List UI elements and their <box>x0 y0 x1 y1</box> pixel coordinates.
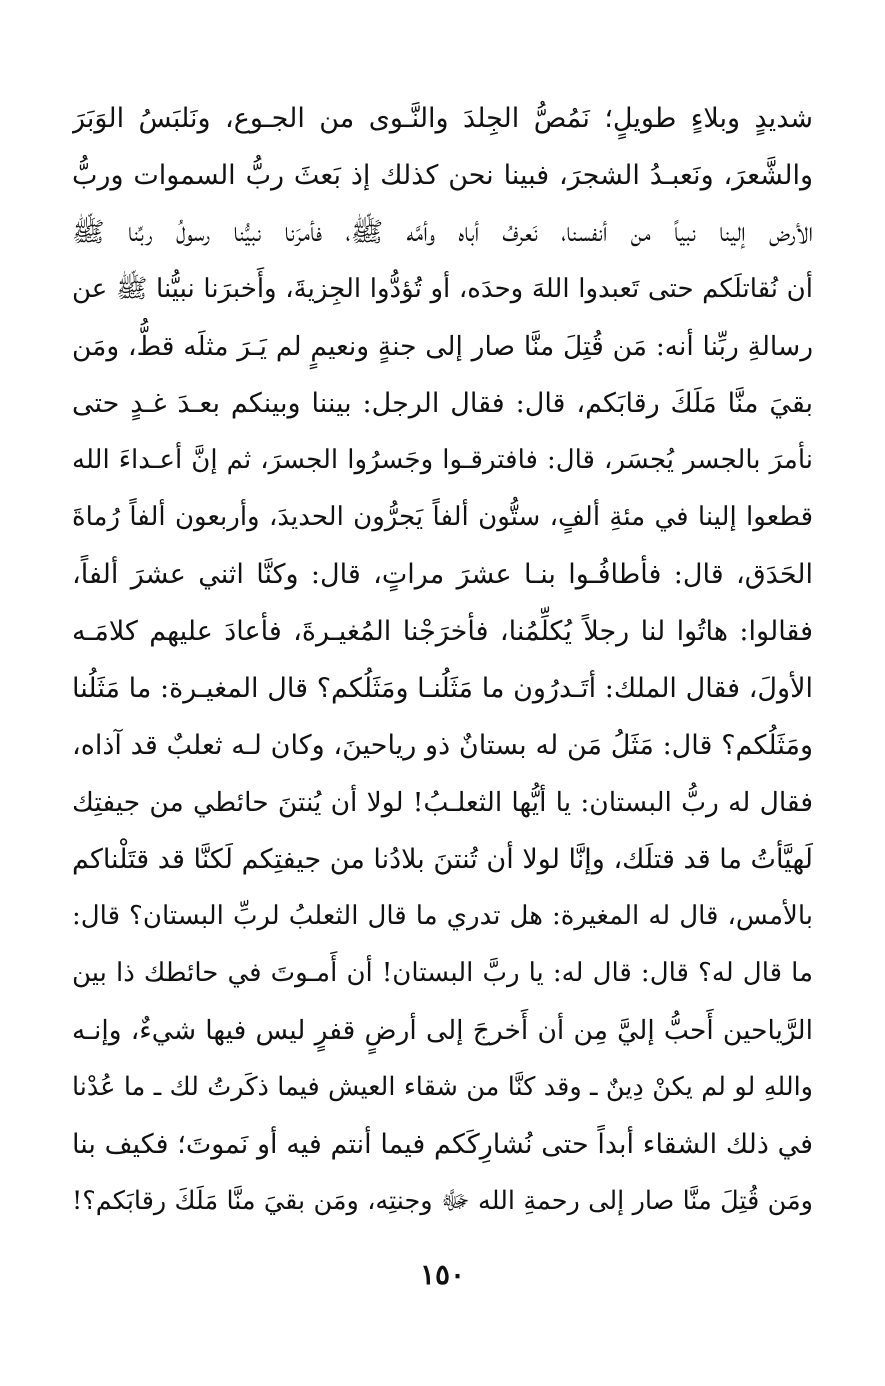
text-line: واللهِ لو لم يكنْ دِينٌ ـ وقد كنَّا من شقاء العيش فيما ذكَرتُ لك ـ ما عُدْنا <box>72 1072 813 1102</box>
text-line: رسالةِ ربِّنا أنه: مَن قُتِلَ منَّا صار إلى جنةٍ ونعيمٍ لم يَـرَ مثلَه قطُّ، ومَن <box>72 331 813 362</box>
text-line: فقالوا: هاتُوا لنا رجلاً يُكلِّمُنا، فأخرَجْنا المُغيـرةَ، فأعادَ عليهم كلامَـه <box>72 616 813 647</box>
text-line: بقيَ منَّا مَلَكَ رقابَكم، قال: فقال الرجل: بيننا وبينكم بعـدَ غـدٍ حتى <box>72 388 813 419</box>
text-line: الحَدَق، قال: فأطافُـوا بنـا عشرَ مراتٍ، قال: وكنَّا اثني عشرَ ألفاً، <box>72 559 813 590</box>
text-line: قطعوا إلينا في مئةِ ألفٍ، ستُّون ألفاً يَجرُّون الحديدَ، وأربعون ألفاً رُماةَ <box>72 502 813 532</box>
text-line: أن نُقاتلَكم حتى تَعبدوا اللهَ وحدَه، أو تُؤدُّوا الجِزيةَ، وأَخبرَنا نبيُّنا ﷺ عن <box>72 274 813 304</box>
text-line: الأرض إلينا نبياً من أنفسنا، نَعرفُ أباه وأمَّه ﷺ، فأمرَنا نبيُّنا رسولُ ربِّنا ﷺ <box>72 217 813 248</box>
text-line: الأولَ، فقال الملك: أتَـدرُون ما مَثَلُنـا ومَثَلُكم؟ قال المغيـرة: ما مَثَلُنا <box>72 673 813 704</box>
text-line: شديدٍ وبلاءٍ طويلٍ؛ نَمُصُّ الجِلدَ والنَّـوى من الجـوع، ونَلبَسُ الوَبَرَ <box>72 103 813 134</box>
body-text <box>72 90 813 1230</box>
text-line: فقال له ربُّ البستان: يا أيُّها الثعلـبُ! لولا أن يُنتنَ حائطي من جيفتِك <box>72 787 813 818</box>
text-line: الرَّياحين أَحبُّ إليَّ مِن أن أَخرجَ إلى أرضٍ قفرٍ ليس فيها شيءٌ، وإنـه <box>72 1015 813 1046</box>
text-line: والشَّعرَ، ونَعبـدُ الشجرَ، فبينا نحن كذلك إذ بَعثَ ربُّ السموات وربُّ <box>72 160 813 191</box>
book-page <box>72 90 813 1386</box>
text-line: لَهيَّأتُ ما قد قتلَك، وإنَّا لولا أن تُنتنَ بلادُنا من جيفتِكم لَكنَّا قد قتَلْناكم <box>72 844 813 875</box>
text-line: ما قال له؟ قال: قال له: يا ربَّ البستان! أن أَمـوتَ في حائطك ذا بين <box>72 958 813 988</box>
text-line: ومَن قُتِلَ منَّا صار إلى رحمةِ الله ﷻ وجنتِه، ومَن بقيَ منَّا مَلَكَ رقابَكم؟! <box>72 1186 813 1216</box>
text-line: بالأمس، قال له المغيرة: هل تدري ما قال الثعلبُ لربِّ البستان؟ قال: <box>72 901 813 931</box>
text-line: في ذلك الشقاء أبداً حتى نُشارِكَكم فيما أنتم فيه أو نَموتَ؛ فكيف بنا <box>72 1129 813 1160</box>
text-line: نأمرَ بالجسر يُجسَر، قال: فافترقـوا وجَسرُوا الجسرَ، ثم إنَّ أعـداءَ الله <box>72 445 813 475</box>
page-number: ١٥٠ <box>419 1258 466 1291</box>
text-line: ومَثَلُكم؟ قال: مَثَلُ مَن له بستانٌ ذو رياحينَ، وكان لـه ثعلبٌ قد آذاه، <box>72 730 813 761</box>
